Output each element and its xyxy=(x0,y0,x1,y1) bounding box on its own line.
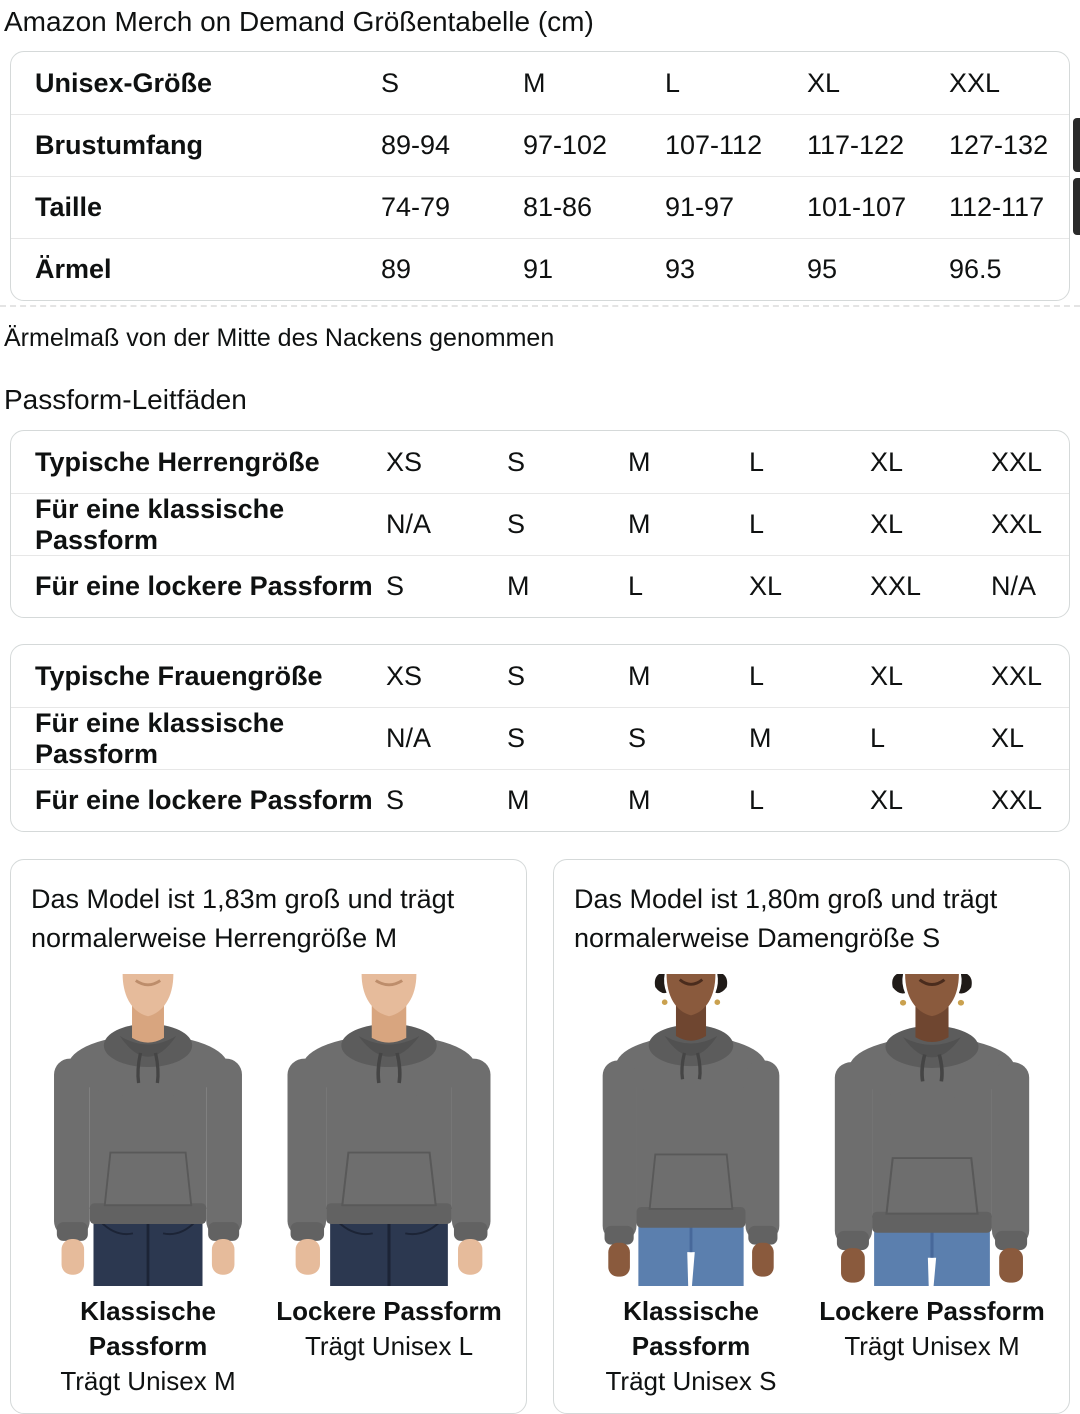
size-worn-label: Trägt Unisex M xyxy=(60,1366,236,1396)
model-photo-women-loose-fit xyxy=(818,974,1046,1286)
size-cell: 117-122 xyxy=(807,130,905,160)
size-cell: M xyxy=(628,660,651,691)
size-cell: XS xyxy=(386,660,423,691)
row-label: Taille xyxy=(35,192,103,222)
table-row xyxy=(11,52,1069,114)
model-photo-men-loose-fit xyxy=(275,974,503,1286)
size-cell: XL xyxy=(991,723,1025,753)
table-row xyxy=(11,238,1069,300)
table-row xyxy=(11,555,1069,617)
size-cell: XXL xyxy=(870,571,922,601)
row-label: Für eine klassische Passform xyxy=(35,707,285,769)
size-cell: L xyxy=(665,67,681,98)
size-cell: M xyxy=(749,723,772,753)
page-scrollbar-thumb[interactable] xyxy=(1073,118,1080,172)
size-worn-label: Trägt Unisex L xyxy=(304,1331,474,1361)
size-cell: XXL xyxy=(949,67,1001,98)
size-cell: 74-79 xyxy=(381,192,451,222)
size-cell: 89-94 xyxy=(381,130,451,160)
size-cell: 93 xyxy=(665,254,696,284)
row-label: Typische Herrengröße xyxy=(35,446,320,477)
row-label: Unisex-Größe xyxy=(35,67,213,98)
figure-classic-fit xyxy=(574,974,808,1399)
dashed-divider xyxy=(0,305,1080,307)
size-cell: 101-107 xyxy=(807,192,907,222)
size-cell: XL xyxy=(749,571,783,601)
size-cell: 96.5 xyxy=(949,254,1002,284)
fit-label: Lockere Passform xyxy=(276,1296,502,1326)
size-cell: 89 xyxy=(381,254,412,284)
figure-classic-fit xyxy=(31,974,265,1399)
size-cell: S xyxy=(507,509,526,539)
fit-label: Klassische Passform xyxy=(623,1296,759,1361)
size-cell: S xyxy=(386,785,405,815)
size-cell: XL xyxy=(870,446,904,477)
size-cell: 91 xyxy=(523,254,554,284)
model-description: Das Model ist 1,83m groß und trägt normalerweise Herrengröße M xyxy=(31,884,455,953)
size-cell: N/A xyxy=(386,509,432,539)
table-row xyxy=(11,431,1069,493)
table-row xyxy=(11,769,1069,831)
size-cell: 107-112 xyxy=(665,130,763,160)
size-cell: XXL xyxy=(991,509,1043,539)
figures-row xyxy=(31,974,506,1399)
size-worn-label: Trägt Unisex M xyxy=(844,1331,1020,1361)
row-label: Brustumfang xyxy=(35,130,203,160)
row-label: Für eine lockere Passform xyxy=(35,571,373,601)
size-cell: 127-132 xyxy=(949,130,1049,160)
size-cell: 81-86 xyxy=(523,192,593,222)
size-cell: S xyxy=(386,571,405,601)
size-cell: S xyxy=(507,660,526,691)
row-label: Typische Frauengröße xyxy=(35,660,323,691)
size-cell: L xyxy=(749,446,765,477)
row-label: Ärmel xyxy=(35,254,112,284)
size-cell: XXL xyxy=(991,446,1043,477)
mens-model-card xyxy=(10,859,527,1414)
size-cell: M xyxy=(628,785,651,815)
size-cell: S xyxy=(507,723,526,753)
table-row xyxy=(11,493,1069,555)
row-label: Für eine lockere Passform xyxy=(35,785,373,815)
size-cell: N/A xyxy=(991,571,1037,601)
size-cell: M xyxy=(507,571,530,601)
table-row xyxy=(11,114,1069,176)
size-cell: L xyxy=(749,509,765,539)
size-worn-label: Trägt Unisex S xyxy=(605,1366,777,1396)
table-row xyxy=(11,645,1069,707)
size-cell: XXL xyxy=(991,785,1043,815)
row-label: Für eine klassische Passform xyxy=(35,493,285,555)
size-cell: L xyxy=(749,660,765,691)
womens-fit-guide-table xyxy=(10,644,1070,832)
fit-guides-heading: Passform-Leitfäden xyxy=(4,384,247,415)
page-scrollbar-thumb[interactable] xyxy=(1073,178,1080,235)
size-cell: XXL xyxy=(991,660,1043,691)
size-cell: 95 xyxy=(807,254,838,284)
table-row xyxy=(11,707,1069,769)
size-cell: S xyxy=(381,67,400,98)
size-cell: 91-97 xyxy=(665,192,735,222)
model-photo-women-classic-fit xyxy=(577,974,805,1286)
size-cell: 112-117 xyxy=(949,192,1045,222)
size-cell: M xyxy=(628,509,651,539)
size-cell: XS xyxy=(386,446,423,477)
mens-fit-guide-table xyxy=(10,430,1070,618)
figure-loose-fit xyxy=(272,974,506,1399)
size-cell: S xyxy=(628,723,647,753)
size-cell: M xyxy=(523,67,546,98)
size-cell: XL xyxy=(870,660,904,691)
size-cell: XL xyxy=(870,509,904,539)
size-cell: XL xyxy=(870,785,904,815)
size-cell: L xyxy=(628,571,644,601)
womens-model-card xyxy=(553,859,1070,1414)
size-cell: M xyxy=(628,446,651,477)
size-cell: 97-102 xyxy=(523,130,608,160)
unisex-size-table xyxy=(10,51,1070,301)
figures-row xyxy=(574,974,1049,1399)
model-description: Das Model ist 1,80m groß und trägt normalerweise Damengröße S xyxy=(574,884,998,953)
table-row xyxy=(11,176,1069,238)
fit-label: Klassische Passform xyxy=(80,1296,216,1361)
size-cell: S xyxy=(507,446,526,477)
model-photo-men-classic-fit xyxy=(34,974,262,1286)
sleeve-measure-note: Ärmelmaß von der Mitte des Nackens genommen xyxy=(4,324,555,352)
fit-label: Lockere Passform xyxy=(819,1296,1045,1326)
model-cards xyxy=(10,859,1070,1414)
page-title: Amazon Merch on Demand Größentabelle (cm) xyxy=(4,6,594,37)
size-cell: L xyxy=(749,785,765,815)
size-cell: XL xyxy=(807,67,841,98)
size-cell: L xyxy=(870,723,886,753)
figure-loose-fit xyxy=(815,974,1049,1399)
size-cell: M xyxy=(507,785,530,815)
size-cell: N/A xyxy=(386,723,432,753)
